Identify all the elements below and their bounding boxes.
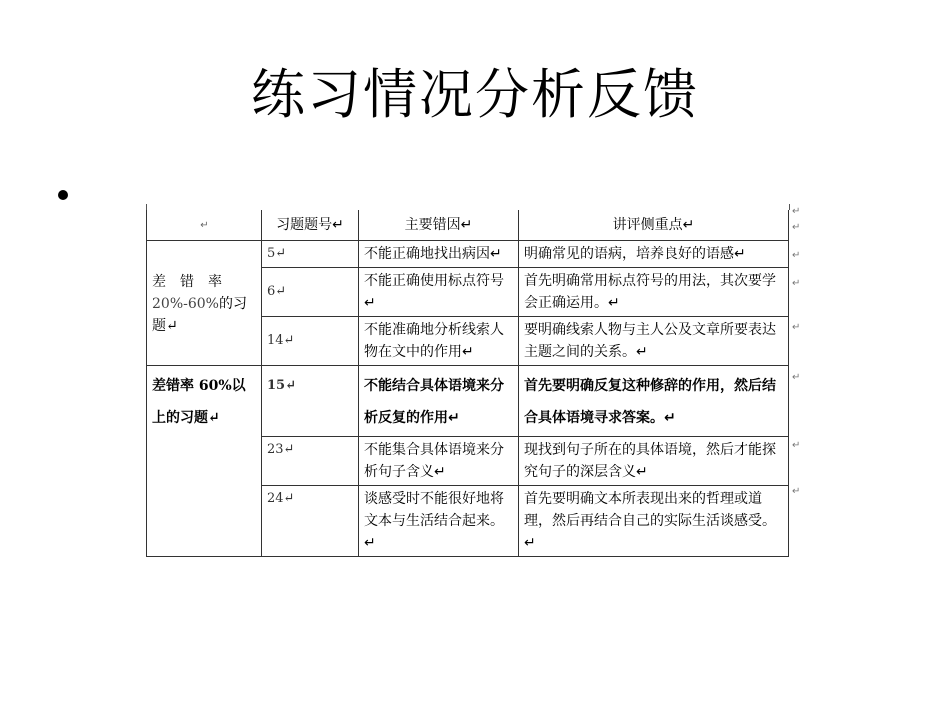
table-row [147,366,789,437]
row-end-mark: ↵ [792,322,801,333]
group-label-over-60: 差错率 60%以上的习题↵ [147,366,262,557]
question-number: 23↵ [262,437,359,486]
error-cause: 不能结合具体语境来分析反复的作用↵ [359,366,519,437]
group-label-20-60: 差 错 率 20%-60%的习题↵ [147,241,262,366]
review-focus: 明确常见的语病，培养良好的语感↵ [519,241,789,268]
review-focus: 首先明确常用标点符号的用法，其次要学会正确运用。↵ [519,268,789,317]
header-review-focus: 讲评侧重点↵ [519,210,789,241]
row-end-mark: ↵ [792,222,801,233]
analysis-table [146,210,789,557]
row-end-mark: ↵ [792,278,801,289]
error-cause: 谈感受时不能很好地将文本与生活结合起来。↵ [359,486,519,557]
review-focus: 首先要明确反复这种修辞的作用，然后结合具体语境寻求答案。↵ [519,366,789,437]
review-focus: 要明确线索人物与主人公及文章所要表达主题之间的关系。↵ [519,317,789,366]
review-focus: 现找到句子所在的具体语境，然后才能探究句子的深层含义↵ [519,437,789,486]
header-empty: ↵ [147,210,262,241]
table-row [147,241,789,268]
row-end-mark: ↵ [792,486,801,497]
error-cause: 不能准确地分析线索人物在文中的作用↵ [359,317,519,366]
table-header-row [147,210,789,241]
error-cause: 不能正确地找出病因↵ [359,241,519,268]
row-end-mark: ↵ [792,372,801,383]
header-question-number: 习题题号↵ [262,210,359,241]
question-number: 5↵ [262,241,359,268]
error-cause: 不能正确使用标点符号↵ [359,268,519,317]
slide-title: 练习情况分析反馈 [251,63,699,126]
header-main-error: 主要错因↵ [359,210,519,241]
row-end-mark: ↵ [792,206,801,217]
row-end-mark: ↵ [792,440,801,451]
question-number: 14↵ [262,317,359,366]
question-number: 15↵ [262,366,359,437]
question-number: 24↵ [262,486,359,557]
bullet-point [58,190,68,200]
row-end-mark: ↵ [792,250,801,261]
review-focus: 首先要明确文本所表现出来的哲理或道理，然后再结合自己的实际生活谈感受。↵ [519,486,789,557]
error-cause: 不能集合具体语境来分析句子含义↵ [359,437,519,486]
question-number: 6↵ [262,268,359,317]
